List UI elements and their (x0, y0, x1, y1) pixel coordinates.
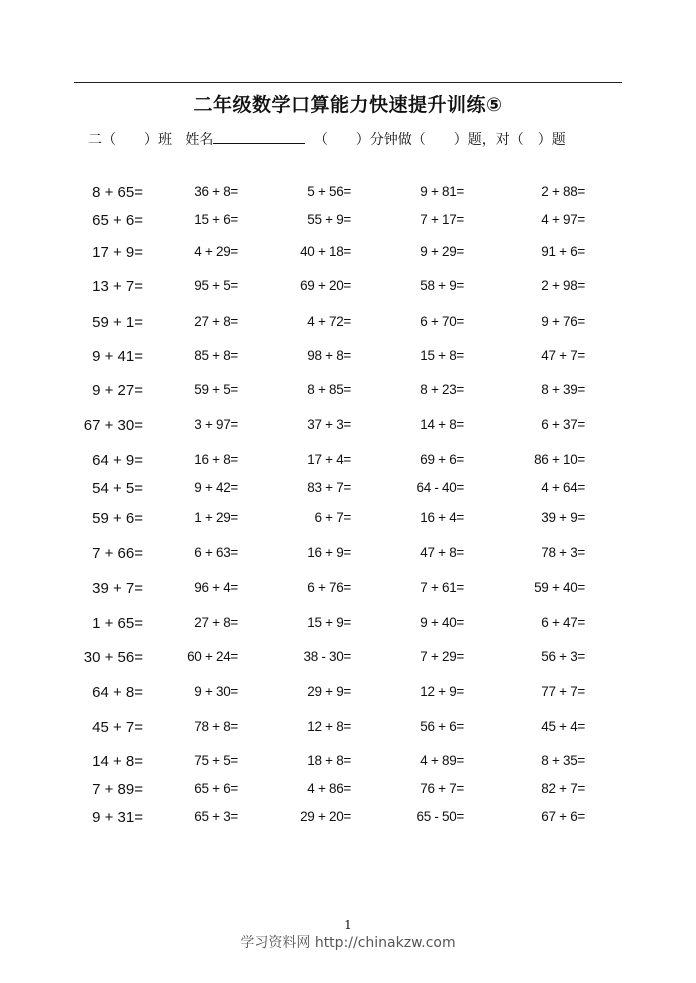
problem-item: 59 + 40= (534, 580, 585, 595)
problem-item: 12 + 9= (420, 684, 464, 699)
problem-item: 1 + 29= (194, 510, 238, 525)
problem-item: 8 + 85= (307, 382, 351, 397)
problem-item: 2 + 98= (541, 278, 585, 293)
problem-item: 85 + 8= (194, 348, 238, 363)
problem-row (0, 510, 696, 530)
problem-item: 69 + 6= (420, 452, 464, 467)
problem-row (0, 452, 696, 472)
problem-item: 9 + 81= (420, 184, 464, 199)
problem-item: 91 + 6= (541, 244, 585, 259)
problem-item: 6 + 7= (314, 510, 351, 525)
problem-item: 39 + 7= (92, 580, 143, 597)
problem-item: 4 + 29= (194, 244, 238, 259)
problem-item: 4 + 64= (541, 480, 585, 495)
problem-item: 9 + 27= (92, 382, 143, 399)
problem-item: 75 + 5= (194, 753, 238, 768)
problem-row (0, 314, 696, 334)
problem-item: 60 + 24= (187, 649, 238, 664)
problem-item: 38 - 30= (303, 649, 351, 664)
problem-item: 27 + 8= (194, 314, 238, 329)
problem-item: 95 + 5= (194, 278, 238, 293)
problem-item: 65 + 3= (194, 809, 238, 824)
problem-row (0, 382, 696, 402)
problem-row (0, 278, 696, 298)
problem-row (0, 480, 696, 500)
problem-item: 56 + 3= (541, 649, 585, 664)
problem-row (0, 580, 696, 600)
problem-row (0, 417, 696, 437)
problem-item: 29 + 9= (307, 684, 351, 699)
problem-item: 12 + 8= (307, 719, 351, 734)
problem-item: 3 + 97= (194, 417, 238, 432)
problem-item: 59 + 6= (92, 510, 143, 527)
problem-item: 6 + 63= (194, 545, 238, 560)
problem-item: 6 + 70= (420, 314, 464, 329)
problem-item: 58 + 9= (420, 278, 464, 293)
problem-row (0, 719, 696, 739)
problem-item: 82 + 7= (541, 781, 585, 796)
problem-item: 67 + 30= (83, 417, 143, 434)
problem-item: 96 + 4= (194, 580, 238, 595)
problem-item: 45 + 7= (92, 719, 143, 736)
problem-item: 17 + 9= (92, 244, 143, 261)
problem-item: 9 + 30= (194, 684, 238, 699)
problem-item: 4 + 97= (541, 212, 585, 227)
problem-row (0, 649, 696, 669)
problem-item: 7 + 29= (420, 649, 464, 664)
problem-item: 77 + 7= (541, 684, 585, 699)
problem-item: 65 - 50= (416, 809, 464, 824)
problem-row (0, 212, 696, 232)
problem-item: 39 + 9= (541, 510, 585, 525)
problem-item: 5 + 56= (307, 184, 351, 199)
problem-item: 16 + 8= (194, 452, 238, 467)
problem-item: 15 + 8= (420, 348, 464, 363)
problem-row (0, 615, 696, 635)
problem-item: 16 + 4= (420, 510, 464, 525)
problem-item: 9 + 31= (92, 809, 143, 826)
problem-item: 7 + 17= (420, 212, 464, 227)
problem-item: 83 + 7= (307, 480, 351, 495)
problem-item: 47 + 8= (420, 545, 464, 560)
page-number: 1 (344, 918, 352, 932)
problem-item: 36 + 8= (194, 184, 238, 199)
problem-item: 86 + 10= (534, 452, 585, 467)
problem-item: 18 + 8= (307, 753, 351, 768)
time-score-label: （ ）分钟做（ ）题，对（ ）题 (313, 132, 566, 148)
problem-row (0, 545, 696, 565)
problem-item: 2 + 88= (541, 184, 585, 199)
problem-item: 9 + 41= (92, 348, 143, 365)
page-title: 二年级数学口算能力快速提升训练⑤ (193, 94, 503, 116)
problem-row (0, 244, 696, 264)
problem-item: 27 + 8= (194, 615, 238, 630)
problem-item: 7 + 66= (92, 545, 143, 562)
problem-row (0, 684, 696, 704)
problem-item: 8 + 65= (92, 184, 143, 201)
problem-item: 4 + 86= (307, 781, 351, 796)
problem-item: 17 + 4= (307, 452, 351, 467)
problem-item: 4 + 89= (420, 753, 464, 768)
problem-item: 40 + 18= (300, 244, 351, 259)
problem-item: 98 + 8= (307, 348, 351, 363)
problem-item: 65 + 6= (194, 781, 238, 796)
problem-item: 56 + 6= (420, 719, 464, 734)
problem-item: 64 - 40= (416, 480, 464, 495)
problem-item: 9 + 29= (420, 244, 464, 259)
problem-item: 14 + 8= (420, 417, 464, 432)
problem-row (0, 753, 696, 773)
problem-item: 76 + 7= (420, 781, 464, 796)
problem-item: 55 + 9= (307, 212, 351, 227)
problem-item: 6 + 47= (541, 615, 585, 630)
problem-item: 64 + 9= (92, 452, 143, 469)
problem-item: 1 + 65= (92, 615, 143, 632)
problem-item: 78 + 8= (194, 719, 238, 734)
problem-item: 9 + 76= (541, 314, 585, 329)
problem-item: 8 + 39= (541, 382, 585, 397)
source-watermark: 学习资料网 http://chinakzw.com (240, 935, 456, 951)
problem-item: 8 + 23= (420, 382, 464, 397)
grade-class-label: 二（ ）班 (88, 132, 172, 148)
name-label: 姓名 (185, 132, 214, 148)
problem-row (0, 781, 696, 801)
problem-item: 54 + 5= (92, 480, 143, 497)
problem-item: 59 + 5= (194, 382, 238, 397)
problem-item: 47 + 7= (541, 348, 585, 363)
problem-item: 29 + 20= (300, 809, 351, 824)
problem-item: 4 + 72= (307, 314, 351, 329)
problem-item: 7 + 61= (420, 580, 464, 595)
problem-item: 30 + 56= (83, 649, 143, 666)
problem-item: 15 + 9= (307, 615, 351, 630)
problem-row (0, 184, 696, 204)
problem-item: 64 + 8= (92, 684, 143, 701)
problem-item: 8 + 35= (541, 753, 585, 768)
problem-item: 6 + 37= (541, 417, 585, 432)
problem-item: 7 + 89= (92, 781, 143, 798)
problem-item: 15 + 6= (194, 212, 238, 227)
problem-item: 13 + 7= (92, 278, 143, 295)
problem-item: 67 + 6= (541, 809, 585, 824)
problem-item: 45 + 4= (541, 719, 585, 734)
problem-item: 69 + 20= (300, 278, 351, 293)
problem-item: 59 + 1= (92, 314, 143, 331)
problem-item: 16 + 9= (307, 545, 351, 560)
problem-item: 9 + 42= (194, 480, 238, 495)
problem-item: 65 + 6= (92, 212, 143, 229)
problem-item: 9 + 40= (420, 615, 464, 630)
problem-row (0, 348, 696, 368)
problem-row (0, 809, 696, 829)
problem-item: 37 + 3= (307, 417, 351, 432)
problem-item: 14 + 8= (92, 753, 143, 770)
problem-item: 6 + 76= (307, 580, 351, 595)
problem-item: 78 + 3= (541, 545, 585, 560)
